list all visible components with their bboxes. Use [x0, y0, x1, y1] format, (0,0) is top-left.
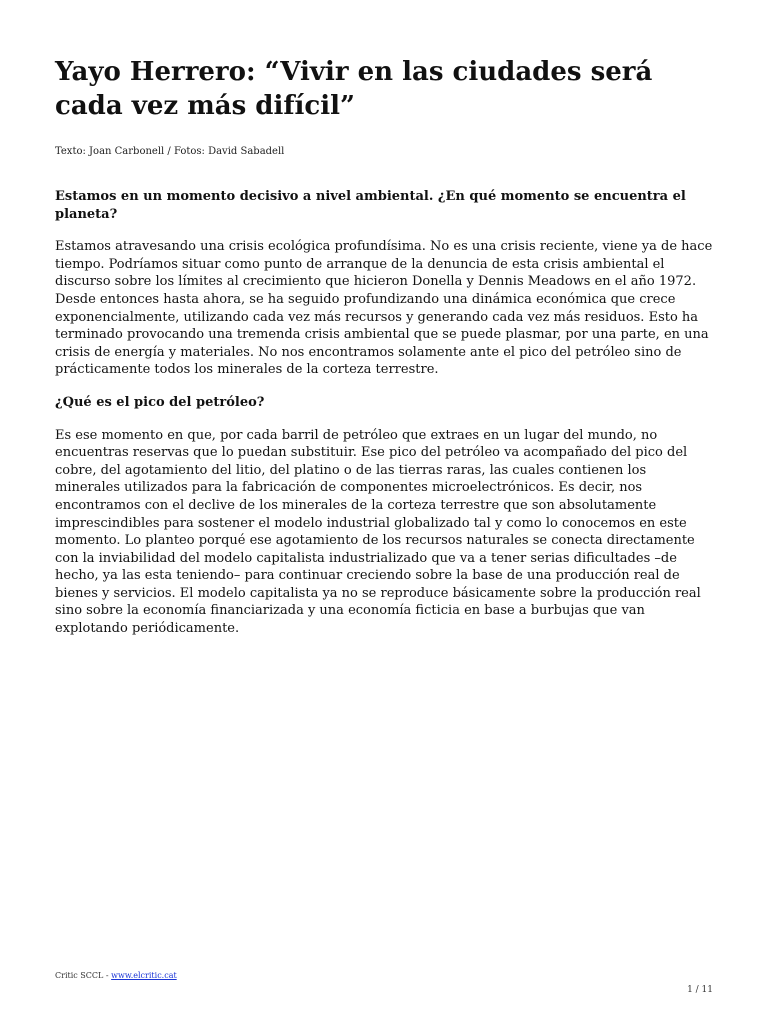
interview-answer: Estamos atravesando una crisis ecológica profundísima. No es una crisis reciente, viene ya de hace tiempo. Podríamos situar como punto de arranque de la denuncia de esta crisis ambiental el discurso sobre los límites al crecimiento que hicieron Donella y Dennis Meadows en el año 1972. Desde entonces hasta ahora, se ha seguido profundizando una dinámica económica que crece exponencialmente, utilizando cada vez más recursos y generando cada vez más residuos. Esto ha terminado provocando una tremenda crisis ambiental que se puede plasmar, por una parte, en una crisis de energía y materiales. No nos encontramos solamente ante el pico del petróleo sino de prácticamente todos los minerales de la corteza terrestre.	[55, 239, 713, 378]
article-title: Yayo Herrero: “Vivir en las ciudades será cada vez más difícil”	[55, 57, 653, 121]
interview-question: ¿Qué es el pico del petróleo?	[55, 394, 265, 410]
publisher-link[interactable]: www.elcritic.cat	[111, 971, 177, 980]
interview-answer: Es ese momento en que, por cada barril de petróleo que extraes en un lugar del mundo, no encuentras reservas que lo puedan substituir. Ese pico del petróleo va acompañado del pico del cobre, del agotamiento del litio, del platino o de las tierras raras, las cuales contienen los minerales utilizados para la fabricación de componentes microelectrónicos. Es decir, nos encontramos con el declive de los minerales de la corteza terrestre que son absolutamente imprescindibles para sostener el modelo industrial globalizado tal y como lo conocemos en este momento. Lo planteo porqué ese agotamiento de los recursos naturales se conecta directamente con la inviabilidad del modelo capitalista industrializado que va a tener serias dificultades –de hecho, ya las esta teniendo– para continuar creciendo sobre la base de una producción real de bienes y servicios. El modelo capitalista ya no se reproduce básicamente sobre la producción real sino sobre la economía financiarizada y una economía ficticia en base a burbujas que van explotando periódicamente.	[55, 427, 701, 637]
article-credits: Texto: Joan Carbonell / Fotos: David Sabadell	[55, 146, 285, 157]
page-number: 1 / 11	[687, 985, 713, 995]
article-body	[55, 188, 715, 653]
publisher-name: Critic SCCL -	[55, 971, 112, 980]
interview-question: Estamos en un momento decisivo a nivel ambiental. ¿En qué momento se encuentra el planeta?	[55, 189, 686, 222]
footer-publisher	[55, 970, 177, 981]
